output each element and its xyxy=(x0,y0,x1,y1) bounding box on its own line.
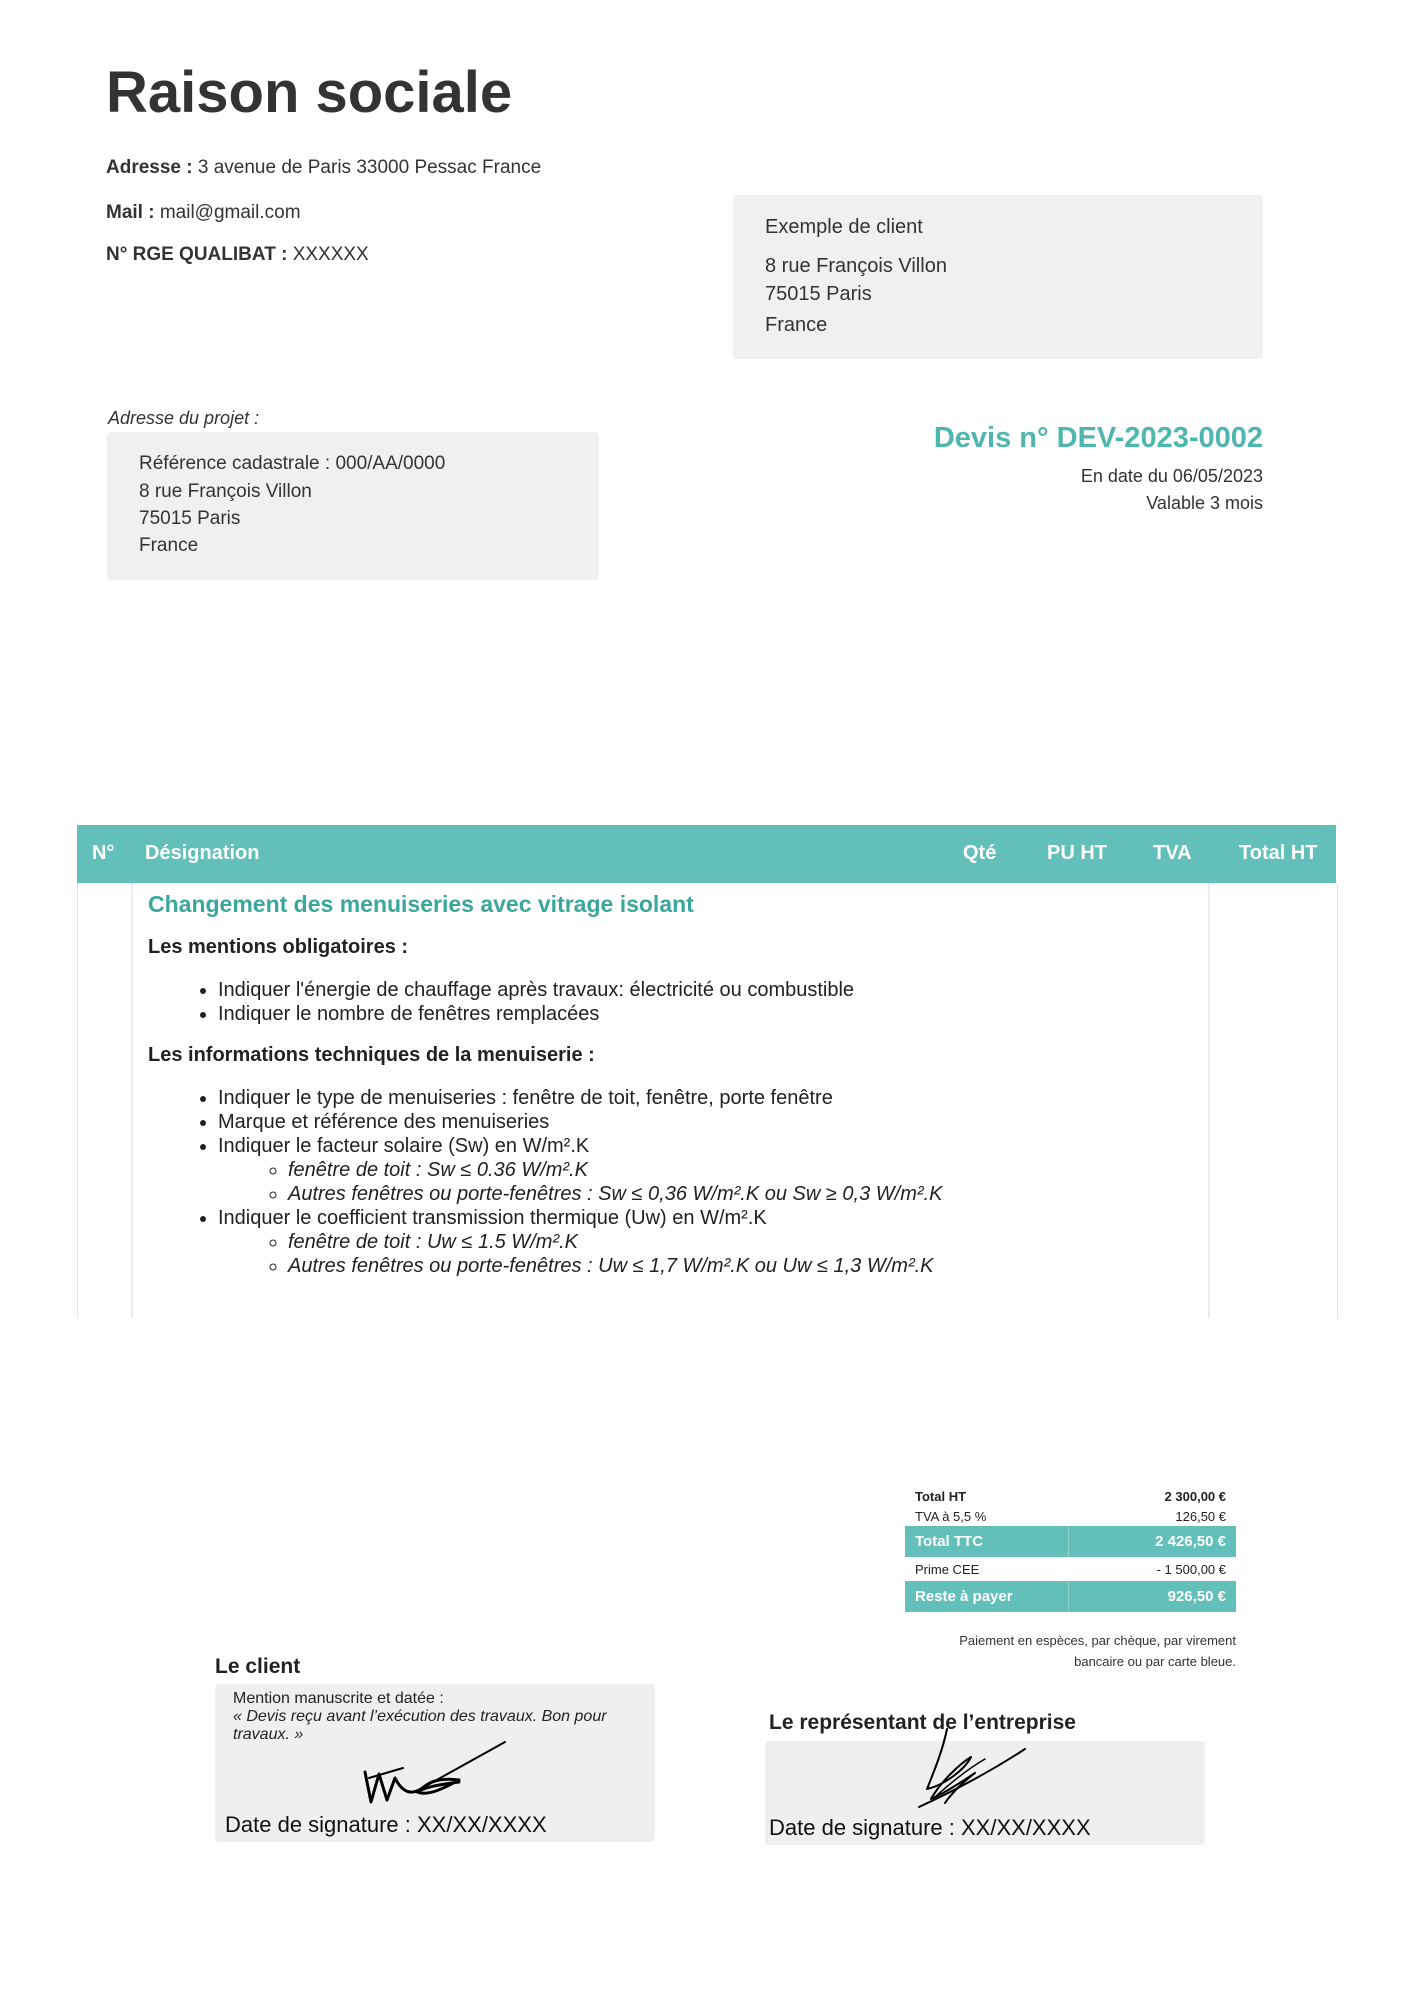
project-street: 8 rue François Villon xyxy=(139,481,312,502)
sub-list-item: ◦ Autres fenêtres ou porte-fenêtres : Uw ≤ 1,7 W/m².K ou Uw ≤ 1,3 W/m².K xyxy=(288,1254,942,1278)
technical-list xyxy=(148,1086,942,1278)
list-item-text: Indiquer le facteur solaire (Sw) en W/m².K xyxy=(218,1135,590,1157)
rest-to-pay-value: 926,50 € xyxy=(1167,1588,1226,1605)
column-divider xyxy=(131,883,133,1318)
header-qty: Qté xyxy=(963,842,997,864)
list-item xyxy=(218,1206,942,1278)
mention-text: « Devis reçu avant l’exécution des travaux. Bon pour travaux. » xyxy=(233,1708,607,1743)
rest-to-pay-label: Reste à payer xyxy=(915,1588,1013,1605)
client-country: France xyxy=(765,314,828,336)
total-ttc-row xyxy=(905,1526,1236,1557)
company-mail xyxy=(106,202,301,224)
mention-title: Mention manuscrite et datée : xyxy=(233,1690,444,1707)
company-signature-heading: Le représentant de l’entreprise xyxy=(769,1711,1076,1734)
mandatory-title: Les mentions obligatoires : xyxy=(148,936,409,958)
tva-row xyxy=(905,1506,1236,1526)
list-item: • Indiquer le nombre de fenêtres remplacées xyxy=(218,1002,854,1026)
tva-value: 126,50 € xyxy=(1175,1509,1226,1524)
quote-date: En date du 06/05/2023 xyxy=(1080,466,1263,486)
list-item: • Indiquer le type de menuiseries : fenêtre de toit, fenêtre, porte fenêtre xyxy=(218,1086,942,1110)
company-address xyxy=(106,157,541,179)
quote-title: Devis n° DEV-2023-0002 xyxy=(933,422,1263,454)
table-body xyxy=(77,883,1338,1318)
total-ht-label: Total HT xyxy=(915,1489,967,1504)
list-item: • Indiquer l'énergie de chauffage après travaux: électricité ou combustible xyxy=(218,978,854,1002)
project-country: France xyxy=(139,535,199,556)
quote-validity: Valable 3 mois xyxy=(1146,493,1263,513)
header-pu: PU HT xyxy=(1047,842,1107,864)
company-signature-image xyxy=(905,1719,1045,1819)
company-signature-box xyxy=(765,1741,1205,1845)
mandatory-list xyxy=(148,978,854,1026)
project-address-box xyxy=(107,432,599,580)
column-divider xyxy=(1208,883,1210,1318)
technical-title: Les informations techniques de la menuiserie : xyxy=(148,1044,595,1066)
sub-list-item: ◦ Autres fenêtres ou porte-fenêtres : Sw ≤ 0,36 W/m².K ou Sw ≥ 0,3 W/m².K xyxy=(288,1182,942,1206)
prime-label: Prime CEE xyxy=(915,1562,980,1577)
header-tva: TVA xyxy=(1153,842,1192,864)
project-city: 75015 Paris xyxy=(139,508,241,529)
table-header xyxy=(77,825,1336,883)
sub-list xyxy=(218,1230,942,1278)
client-signature-date: Date de signature : XX/XX/XXXX xyxy=(225,1812,547,1837)
total-ht-row xyxy=(905,1486,1236,1506)
rge-value: XXXXXX xyxy=(292,244,369,265)
company-rge xyxy=(106,244,369,266)
prime-row xyxy=(905,1557,1236,1581)
total-ttc-label: Total TTC xyxy=(915,1533,984,1550)
total-ttc-value: 2 426,50 € xyxy=(1155,1533,1226,1550)
client-box xyxy=(733,195,1263,359)
header-num: N° xyxy=(92,842,115,864)
payment-line-2: bancaire ou par carte bleue. xyxy=(1074,1654,1236,1669)
row-divider xyxy=(1068,1581,1069,1612)
rest-to-pay-row xyxy=(905,1581,1236,1612)
company-name: Raison sociale xyxy=(106,60,513,125)
header-designation: Désignation xyxy=(145,842,260,864)
client-city: 75015 Paris xyxy=(765,283,872,305)
totals-table xyxy=(905,1486,1236,1612)
rge-label: N° RGE QUALIBAT : xyxy=(106,244,288,265)
list-item xyxy=(218,1134,942,1206)
tva-label: TVA à 5,5 % xyxy=(915,1509,987,1524)
client-signature-heading: Le client xyxy=(215,1655,301,1678)
address-label: Adresse : xyxy=(106,157,193,178)
sub-list-item: ◦ fenêtre de toit : Uw ≤ 1.5 W/m².K xyxy=(288,1230,942,1254)
sub-list xyxy=(218,1158,942,1206)
section-title: Changement des menuiseries avec vitrage isolant xyxy=(148,891,694,917)
client-name: Exemple de client xyxy=(765,216,923,238)
prime-value: - 1 500,00 € xyxy=(1156,1562,1226,1577)
payment-terms xyxy=(896,1630,1236,1672)
client-street: 8 rue François Villon xyxy=(765,255,947,277)
list-item-text: Indiquer le coefficient transmission thermique (Uw) en W/m².K xyxy=(218,1207,767,1229)
list-item: • Marque et référence des menuiseries xyxy=(218,1110,942,1134)
mail-label: Mail : xyxy=(106,202,155,223)
header-total: Total HT xyxy=(1239,842,1318,864)
payment-line-1: Paiement en espèces, par chèque, par virement xyxy=(959,1633,1236,1648)
client-signature-image xyxy=(355,1734,515,1814)
company-signature-date: Date de signature : XX/XX/XXXX xyxy=(769,1815,1091,1840)
project-label: Adresse du projet : xyxy=(108,408,260,428)
total-ht-value: 2 300,00 € xyxy=(1164,1489,1226,1504)
client-signature-box xyxy=(215,1684,655,1842)
address-value: 3 avenue de Paris 33000 Pessac France xyxy=(197,157,542,178)
project-cadastral: Référence cadastrale : 000/AA/0000 xyxy=(139,453,446,474)
sub-list-item: ◦ fenêtre de toit : Sw ≤ 0.36 W/m².K xyxy=(288,1158,942,1182)
row-divider xyxy=(1068,1526,1069,1557)
mail-value: mail@gmail.com xyxy=(159,202,301,223)
